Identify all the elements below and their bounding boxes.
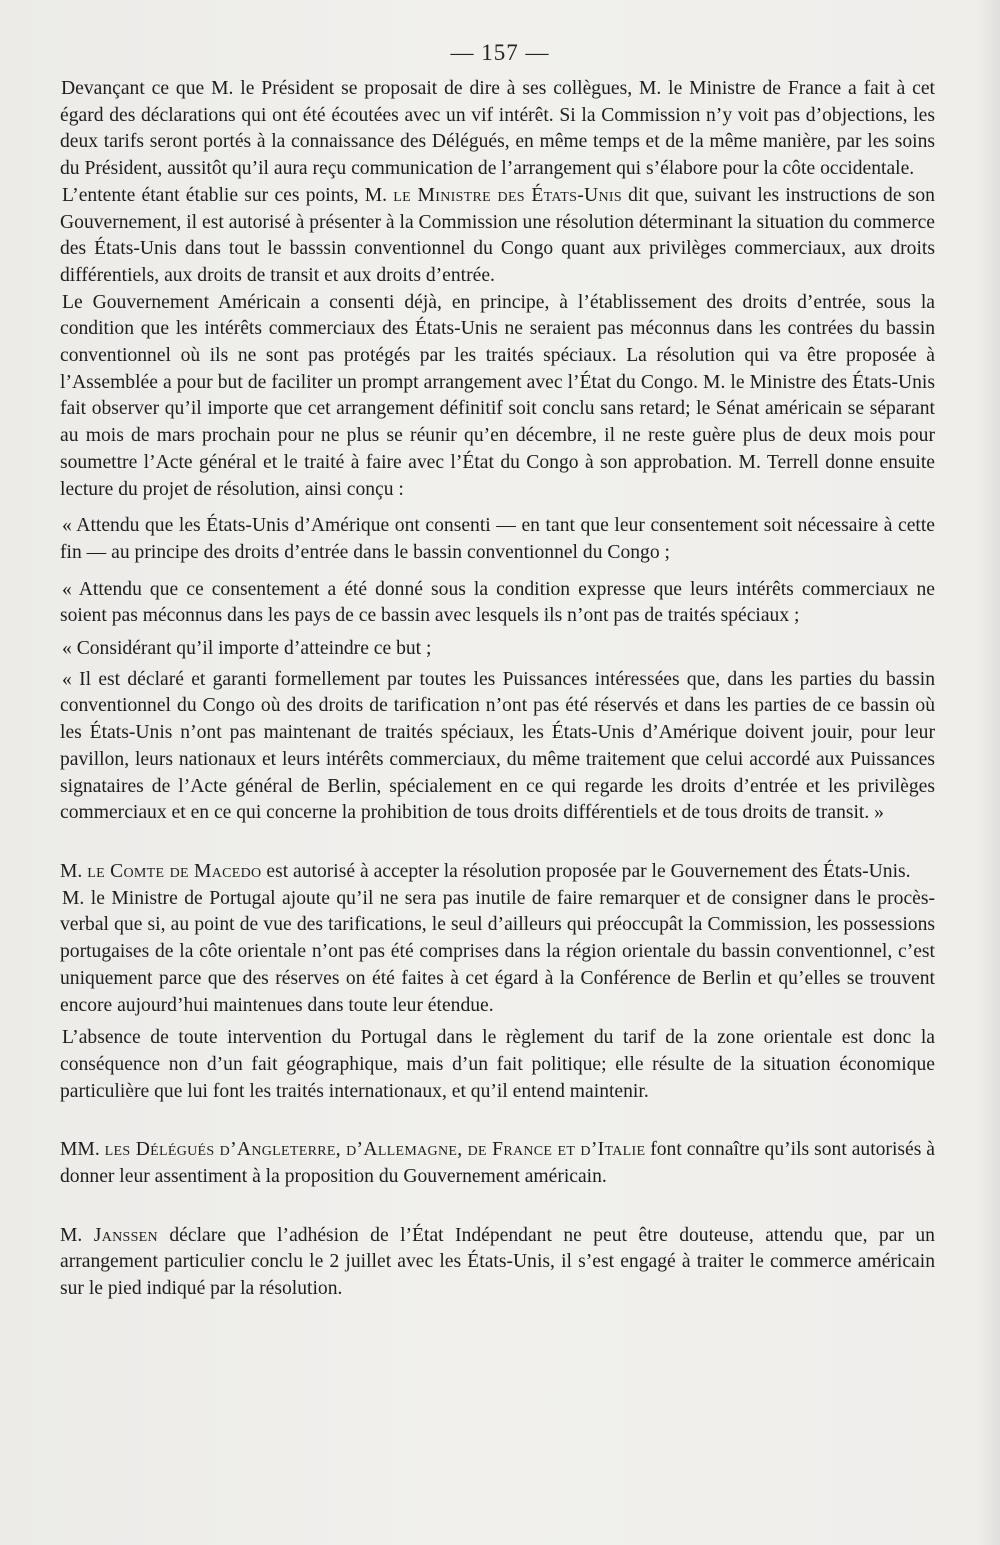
page-number: — 157 —: [450, 40, 550, 65]
speaker-name: Janssen: [93, 1224, 158, 1246]
speaker-name: le Ministre des États-Unis: [393, 184, 622, 206]
paragraph-janssen: M. Janssen déclare que l’adhésion de l’État Indépendant ne peut être douteuse, attendu que, par un arrangement particulier conclu le 2 juillet avec les États-Unis, il s’est engagé à traiter le commerce américain sur le pied indiqué par la résolution.: [60, 1224, 935, 1300]
quote-declare: « Il est déclaré et garanti formellement par toutes les Puissances intéressées que, dans les parties du bassin conventionnel du Congo où des droits de tarification n’ont pas été réservés et dans les parties de ce bassin où les États-Unis n’ont pas maintenant de traités spéciaux, les États-Unis d’Amérique doivent jouir, pour leur pavillon, leurs nationaux et leurs intérêts commerciaux, du même traitement que celui accordé aux Puissances signataires de l’Acte général de Berlin, spécialement en ce qui regarde les droits d’entrée et les privilèges commerciaux et en ce qui concerne la prohibition de tous droits différentiels et de tous droits de transit. »: [60, 668, 935, 824]
quote-attendu-2: « Attendu que ce consentement a été donné sous la condition expresse que leurs intérêts commerciaux ne soient pas méconnus dans les pays de ce bassin avec lesquels ils n’ont pas de traités spéciaux ;: [60, 578, 935, 627]
paragraph-gouvernement-americain: Le Gouvernement Américain a consenti déjà, en principe, à l’établissement des droits d’entrée, sous la condition que les intérêts commerciaux des États-Unis ne seraient pas méconnus dans les contrées du bassin conventionnel où ils ne sont pas protégés par les traités spéciaux. La résolution qui va être proposée à l’Assemblée a pour but de faciliter un prompt arrangement avec l’État du Congo. M. le Ministre des États-Unis fait observer qu’il importe que cet arrangement définitif soit conclu sans retard; le Sénat américain se séparant au mois de mars prochain pour ne plus se réunir qu’en décembre, il ne reste guère plus de deux mois pour soumettre l’Acte général et le traité à faire avec l’État du Congo à son approbation. M. Terrell donne ensuite lecture du projet de résolution, ainsi conçu :: [60, 291, 935, 500]
paragraph-delegues: MM. les Délégués d’Angleterre, d’Allemagne, de France et d’Italie font connaître qu’ils sont autorisés à donner leur assentiment à la proposition du Gouvernement américain.: [60, 1139, 935, 1188]
quote-considerant: « Considérant qu’il importe d’atteindre ce but ;: [62, 638, 432, 660]
speaker-name: le Comte de Macedo: [87, 860, 262, 882]
page-edge-shadow: [978, 0, 1000, 1545]
paragraph-macedo: M. le Comte de Macedo est autorisé à accepter la résolution proposée par le Gouvernement des États-Unis.: [60, 860, 911, 882]
paragraph-devancant: Devançant ce que M. le Président se proposait de dire à ses collègues, M. le Ministre de France a fait à cet égard des déclarations qui ont été écoutées avec un vif intérêt. Si la Commission n’y voit pas d’objections, les deux tarifs seront portés à la connaissance des Délégués, en même temps et de la même manière, par les soins du Président, aussitôt qu’il aura reçu communication de l’arrangement qui s’élabore pour la côte occidentale.: [60, 78, 935, 180]
speaker-name: les Délégués d’Angleterre, d’Allemagne, de France et d’Italie: [104, 1139, 646, 1161]
quote-attendu-1: « Attendu que les États-Unis d’Amérique ont consenti — en tant que leur consentement soit nécessaire à cette fin — au principe des droits d’entrée dans le bassin conventionnel du Congo ;: [60, 515, 935, 563]
paragraph-absence: L’absence de toute intervention du Portugal dans le règlement du tarif de la zone orientale est donc la conséquence non d’un fait géographique, mais d’un fait politique; elle résulte de la situation économique particulière que lui font les traités internationaux, et qu’il entend maintenir.: [60, 1027, 935, 1102]
paragraph-entente: L’entente étant établie sur ces points, M. le Ministre des États-Unis dit que, suivant les instructions de son Gouvernement, il est autorisé à présenter à la Commission une résolution déterminant la situation du commerce des États-Unis dans tout le basssin conventionnel du Congo quant aux privilèges commerciaux, aux droits différentiels, aux droits de transit et aux droits d’entrée.: [60, 184, 935, 286]
paragraph-ministre-portugal: M. le Ministre de Portugal ajoute qu’il ne sera pas inutile de faire remarquer et de consigner dans le procès-verbal que si, au point de vue des tarifications, le seul d’ailleurs qui préoccupât la Commission, les possessions portugaises de la côte orientale n’ont pas été comprises dans la région orientale du bassin conventionnel, c’est uniquement parce que des réserves on été faites à cet égard à la Conférence de Berlin et qu’elles se trouvent encore aujourd’hui maintenues dans toute leur étendue.: [60, 887, 935, 1016]
body-text: [60, 76, 935, 1303]
